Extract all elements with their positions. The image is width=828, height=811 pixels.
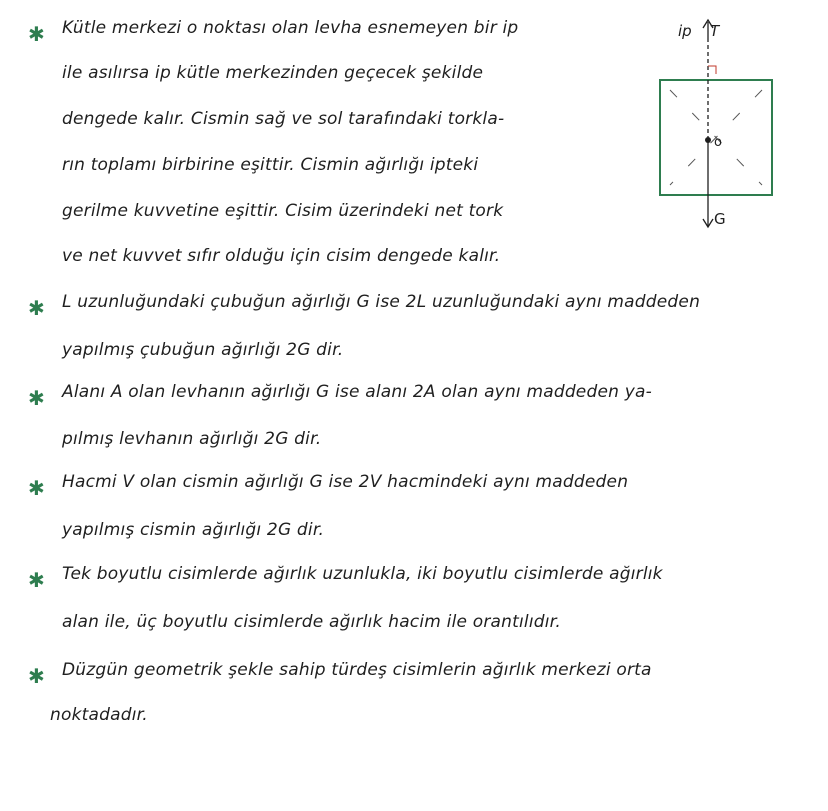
paragraph-2-line-2: yapılmış çubuğun ağırlığı 2G dir. — [62, 340, 344, 360]
bullet-6: ✱ — [28, 664, 45, 688]
paragraph-5-line-1: Tek boyutlu cisimlerde ağırlık uzunlukla, iki boyutlu cisimlerde ağırlık — [62, 564, 663, 584]
center-label: o — [714, 135, 722, 150]
tension-label: T — [710, 22, 720, 40]
paragraph-1-line-4: rın toplamı birbirine eşittir. Cismin ağırlığı ipteki — [62, 155, 479, 175]
paragraph-5-line-2: alan ile, üç boyutlu cisimlerde ağırlık hacim ile orantılıdır. — [62, 612, 561, 632]
right-angle-mark — [708, 66, 716, 74]
paragraph-6-line-1: Düzgün geometrik şekle sahip türdeş cisimlerin ağırlık merkezi orta — [62, 660, 652, 680]
paragraph-2-line-1: L uzunluğundaki çubuğun ağırlığı G ise 2L uzunluğundaki aynı maddeden — [62, 292, 701, 312]
weight-label: G — [714, 210, 726, 228]
bullet-5: ✱ — [28, 568, 45, 592]
bullet-3: ✱ — [28, 386, 45, 410]
bullet-1: ✱ — [28, 22, 45, 46]
paragraph-1-line-3: dengede kalır. Cismin sağ ve sol tarafındaki torkla- — [62, 109, 505, 129]
paragraph-4-line-1: Hacmi V olan cismin ağırlığı G ise 2V hacmindeki aynı maddeden — [62, 472, 629, 492]
hanging-plate-diagram — [650, 8, 780, 233]
paragraph-1-line-6: ve net kuvvet sıfır olduğu için cisim dengede kalır. — [62, 246, 501, 266]
paragraph-3-line-1: Alanı A olan levhanın ağırlığı G ise alanı 2A olan aynı maddeden ya- — [62, 382, 652, 402]
paragraph-3-line-2: pılmış levhanın ağırlığı 2G dir. — [62, 429, 322, 449]
paragraph-1-line-2: ile asılırsa ip kütle merkezinden geçecek şekilde — [62, 63, 484, 83]
bullet-4: ✱ — [28, 476, 45, 500]
paragraph-6-line-2: noktadadır. — [50, 705, 148, 725]
paragraph-1-line-1: Kütle merkezi o noktası olan levha esnemeyen bir ip — [62, 18, 519, 38]
paragraph-1-line-5: gerilme kuvvetine eşittir. Cisim üzerindeki net tork — [62, 201, 504, 221]
bullet-2: ✱ — [28, 296, 45, 320]
rope-label: ip — [678, 22, 692, 40]
paragraph-4-line-2: yapılmış cismin ağırlığı 2G dir. — [62, 520, 325, 540]
